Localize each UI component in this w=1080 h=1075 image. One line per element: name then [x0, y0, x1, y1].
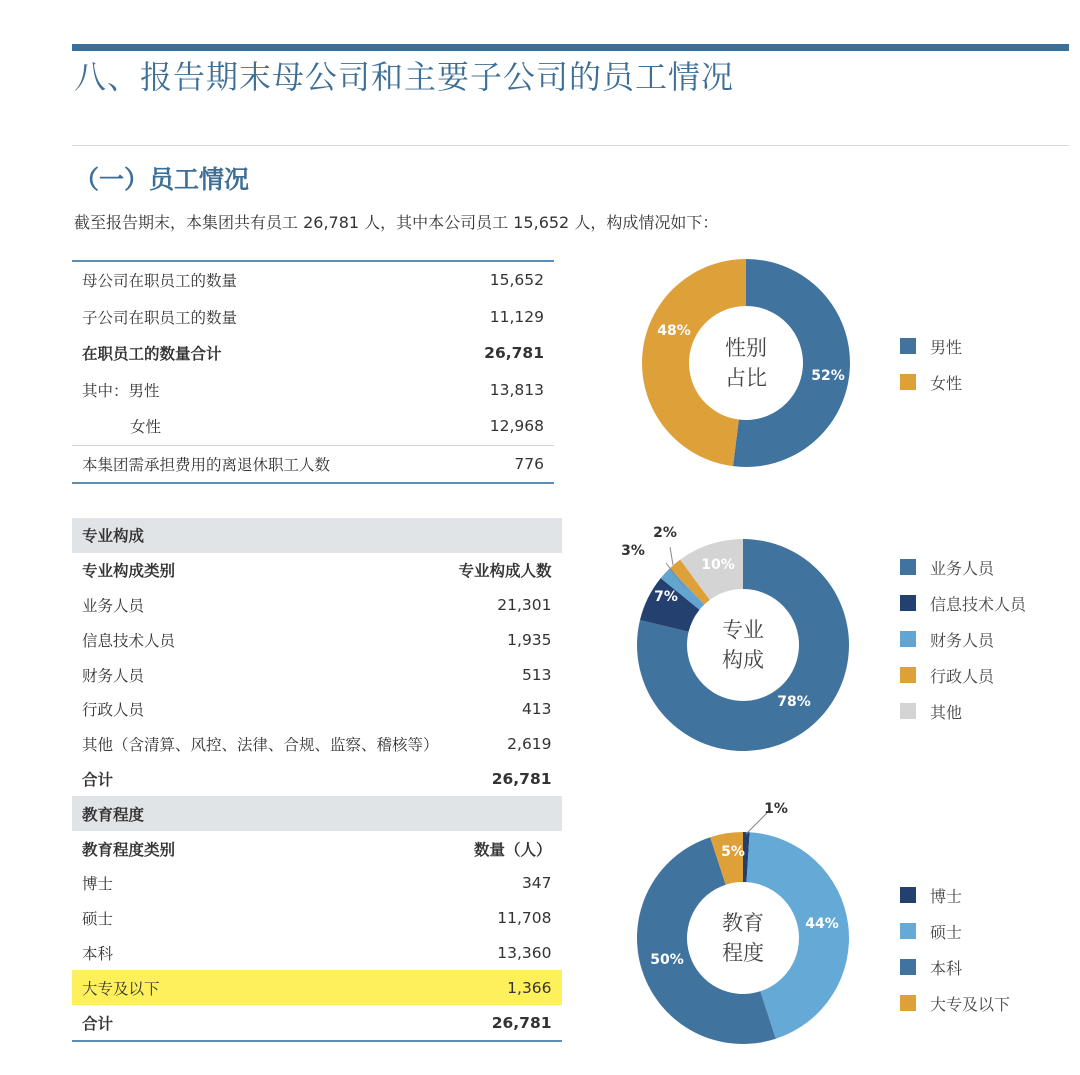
legend-label: 男性	[930, 337, 963, 357]
row-value: 26,781	[491, 1013, 552, 1032]
legend-label: 大专及以下	[930, 994, 1011, 1014]
legend-label: 信息技术人员	[930, 594, 1027, 614]
data-label: 48%	[657, 323, 691, 339]
data-label: 44%	[805, 916, 839, 932]
row-label: 女性	[130, 418, 162, 437]
row-value: 1,366	[449, 970, 562, 1005]
row-label: 行政人员	[82, 701, 145, 720]
legend-item	[900, 328, 962, 364]
data-label: 5%	[721, 844, 745, 860]
legend-label: 行政人员	[930, 666, 995, 686]
row-label: 合计	[82, 1014, 114, 1033]
row-label: 在职员工的数量合计	[82, 345, 222, 364]
legend-swatch	[900, 559, 916, 575]
row-label: 财务人员	[82, 666, 145, 685]
row-label: 大专及以下	[72, 970, 449, 1005]
gender-legend	[900, 328, 962, 400]
legend-label: 业务人员	[930, 558, 995, 578]
row-value: 15,652	[489, 271, 544, 290]
row-label: 其中：男性	[82, 381, 160, 400]
row-label: 本集团需承担费用的离退休职工人数	[72, 445, 443, 483]
donut-center-label: 程度	[722, 941, 764, 965]
legend-label: 财务人员	[930, 630, 995, 650]
column-header: 教育程度类别	[82, 840, 176, 859]
legend-swatch	[900, 703, 916, 719]
legend-item	[900, 913, 1010, 949]
data-label: 78%	[777, 694, 811, 710]
legend-swatch	[900, 631, 916, 647]
legend-item	[900, 364, 962, 400]
row-value: 26,781	[491, 769, 552, 788]
legend-swatch	[900, 923, 916, 939]
leader-line	[670, 547, 673, 565]
row-value: 11,708	[497, 909, 552, 928]
row-value: 13,360	[497, 943, 552, 962]
legend-label: 女性	[930, 373, 963, 393]
legend-swatch	[900, 667, 916, 683]
legend-label: 其他	[930, 702, 963, 722]
row-label: 其他（含清算、风控、法律、合规、监察、稽核等）	[82, 736, 439, 755]
row-value: 13,813	[489, 380, 544, 399]
legend-label: 硕士	[930, 922, 963, 942]
row-value: 2,619	[507, 735, 552, 754]
donut-center-label: 教育	[722, 911, 764, 935]
column-header: 数量（人）	[474, 840, 552, 859]
row-label: 本科	[82, 944, 114, 963]
row-label: 博士	[82, 875, 114, 894]
legend-item	[900, 621, 1026, 657]
legend-swatch	[900, 595, 916, 611]
data-label: 1%	[764, 801, 788, 817]
section-header: 专业构成	[72, 518, 562, 553]
data-label: 52%	[811, 368, 845, 384]
donut-center-label: 专业	[722, 618, 764, 642]
row-value: 21,301	[497, 595, 552, 614]
column-header: 专业构成类别	[82, 562, 176, 581]
row-value: 1,935	[507, 630, 552, 649]
row-label: 业务人员	[82, 596, 145, 615]
legend-item	[900, 949, 1010, 985]
donut-slice-女性	[642, 259, 746, 466]
legend-item	[900, 985, 1010, 1021]
intro-text: 截至报告期末，本集团共有员工 26,781 人，其中本公司员工 15,652 人，构成情况如下：	[74, 213, 719, 232]
legend-item	[900, 549, 1026, 585]
legend-swatch	[900, 374, 916, 390]
legend-label: 博士	[930, 886, 963, 906]
row-value: 347	[521, 874, 552, 893]
legend-swatch	[900, 995, 916, 1011]
legend-swatch	[900, 338, 916, 354]
row-label: 母公司在职员工的数量	[82, 272, 238, 291]
donut-center-label: 构成	[722, 648, 764, 672]
donut-center-label: 性别	[725, 336, 767, 360]
row-label: 合计	[82, 770, 114, 789]
column-header: 专业构成人数	[458, 562, 552, 581]
subsection-title: （一）员工情况	[74, 165, 250, 194]
legend-item	[900, 657, 1026, 693]
profession-legend	[900, 549, 1026, 729]
section-header: 教育程度	[72, 796, 562, 831]
legend-swatch	[900, 959, 916, 975]
donut-slice-男性	[733, 259, 850, 467]
legend-swatch	[900, 887, 916, 903]
row-label: 子公司在职员工的数量	[82, 308, 238, 327]
row-value: 26,781	[484, 344, 544, 363]
education-legend	[900, 877, 1010, 1021]
row-label: 信息技术人员	[82, 631, 176, 650]
row-value: 776	[443, 445, 554, 483]
legend-item	[900, 877, 1010, 913]
row-value: 513	[521, 665, 552, 684]
data-label: 3%	[621, 543, 645, 559]
section-title: 八、报告期末母公司和主要子公司的员工情况	[74, 58, 735, 96]
data-label: 50%	[650, 952, 684, 968]
row-value: 12,968	[489, 417, 544, 436]
legend-item	[900, 585, 1026, 621]
donut-center-label: 占比	[725, 366, 767, 390]
legend-label: 本科	[930, 958, 963, 978]
legend-item	[900, 693, 1026, 729]
row-value: 413	[521, 700, 552, 719]
row-value: 11,129	[489, 307, 544, 326]
data-label: 10%	[701, 557, 735, 573]
data-label: 7%	[654, 589, 678, 605]
data-label: 2%	[653, 525, 677, 541]
row-label: 硕士	[82, 910, 114, 929]
